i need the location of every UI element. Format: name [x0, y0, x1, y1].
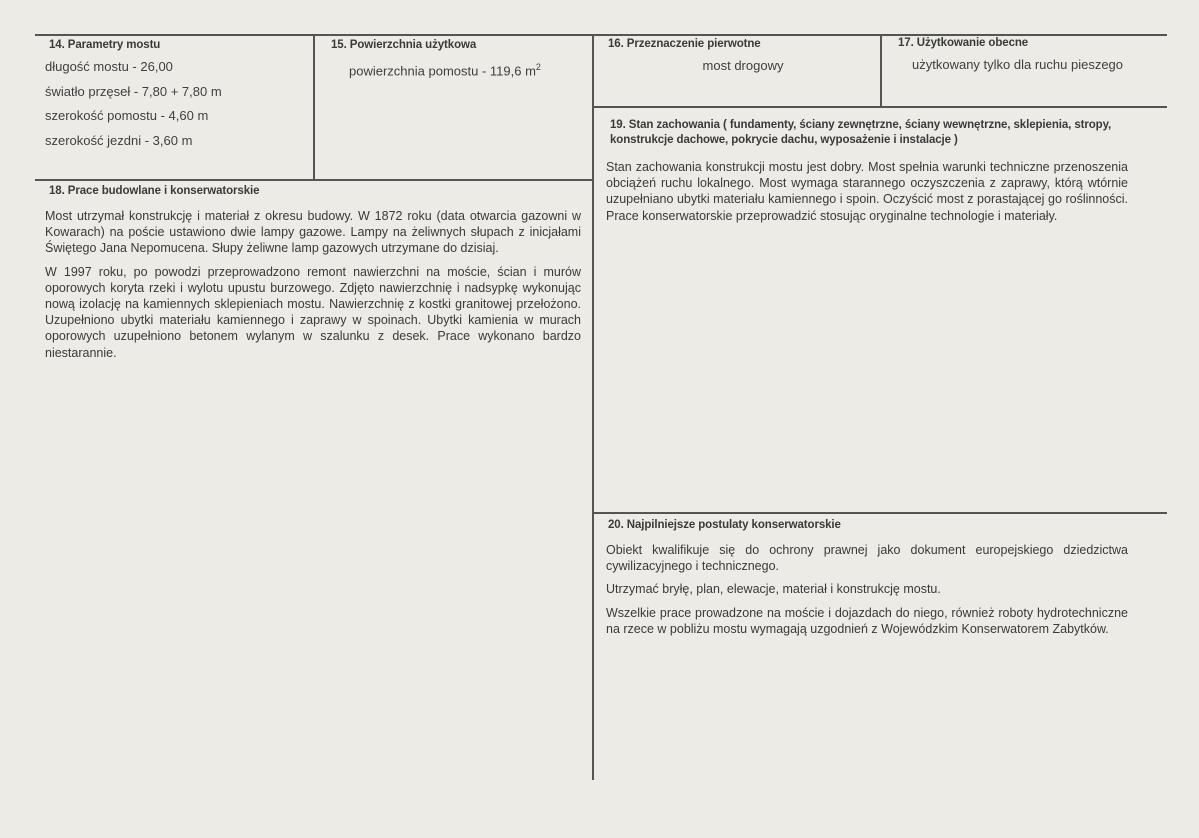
section-20-heading: 20. Najpilniejsze postulaty konserwatorskie [608, 519, 841, 531]
section-20-paragraph-3: Wszelkie prace prowadzone na moście i dojazdach do niego, również roboty hydrotechniczne na rzece w pobliżu mostu wymagają uzgodnień z Wojewódzkim Konserwatorem Zabytków. [606, 605, 1128, 636]
section-19-stan-zachowania [606, 118, 1128, 231]
section-19-heading: 19. Stan zachowania ( fundamenty, ściany zewnętrzne, ściany wewnętrzne, sklepienia, stropy, konstrukcje dachowe, pokrycie dachu, wyposażenie i instalacje ) [610, 119, 1112, 146]
section-18-paragraph-1: Most utrzymał konstrukcję i materiał z okresu budowy. W 1872 roku (data otwarcia gazowni w Kowarach) na poście ustawiono dwie lampy gazowe. Lampy na żeliwnych słupach z inicjałami Świętego Jana Nepomucena. Słupy żeliwne lamp gazowych utrzymane do dzisiaj. [45, 209, 581, 256]
section-18-paragraph-2: W 1997 roku, po powodzi przeprowadzono remont nawierzchni na moście, ścian i murów oporowych koryta rzeki i wylotu upustu burzowego. Zdjęto nawierzchnię i nadsypkę wykonując nową izolację na kamiennych sklepieniach mostu. Nawierzchnię z kostki granitowej przełożono. Uzupełniono ubytki materiału kamiennego i zaprawy w spoinach. Ubytki kamienia w murach oporowych uzupełniono betonem wylanym w szalunku z desek. Prace wykonano bardzo niestarannie. [45, 264, 581, 360]
divider-line-14-15 [313, 34, 315, 180]
section-19-paragraph-1: Stan zachowania konstrukcji mostu jest dobry. Most spełnia warunki techniczne przenoszenia obciążeń ruchu lokalnego. Most wymaga starannego oczyszczenia z zaprawy, którą wtórnie uzupełniano ubytki materiału kamiennego i spoin. Oczyścić most z porastającej go roślinności. Prace konserwatorskie przeprowadzić stosując oryginalne technologie i materiały. [606, 160, 1128, 223]
param-road-width: szerokość jezdni - 3,60 m [45, 132, 193, 148]
section-15-powierzchnia [331, 38, 589, 84]
section-20-paragraph-1: Obiekt kwalifikuje się do ochrony prawnej jako dokument europejskiego dziedzictwa cywilizacyjnego i technicznego. [606, 543, 1128, 574]
section-18-heading: 18. Prace budowlane i konserwatorskie [49, 185, 260, 197]
divider-line-16-17 [880, 34, 882, 107]
usable-area-text: powierzchnia pomostu - 119,6 m [349, 63, 536, 79]
section-15-heading: 15. Powierzchnia użytkowa [331, 39, 477, 51]
section-16-przeznaczenie [608, 37, 878, 79]
param-length: długość mostu - 26,00 [45, 59, 173, 74]
section-20-paragraph-2: Utrzymać bryłę, plan, elewacje, materiał i konstrukcję mostu. [606, 582, 941, 597]
usable-area-unit-sup: 2 [535, 62, 541, 72]
section-14-heading: 14. Parametry mostu [49, 39, 161, 51]
section-16-heading: 16. Przeznaczenie pierwotne [608, 38, 761, 50]
current-use-value: użytkowany tylko dla ruchu pieszego [912, 57, 1124, 72]
section-18-prace [45, 184, 581, 368]
divider-line-section20 [593, 512, 1167, 514]
usable-area-value [349, 55, 589, 84]
param-span: światło przęseł - 7,80 + 7,80 m [45, 83, 222, 99]
divider-line-center [592, 34, 594, 780]
section-17-uzytkowanie [898, 36, 1164, 78]
section-14-parametry [45, 38, 310, 153]
section-17-heading: 17. Użytkowanie obecne [898, 37, 1029, 49]
section-20-postulaty [606, 518, 1128, 644]
original-purpose-value: most drogowy [702, 58, 784, 73]
param-deck-width: szerokość pomostu - 4,60 m [45, 108, 209, 123]
